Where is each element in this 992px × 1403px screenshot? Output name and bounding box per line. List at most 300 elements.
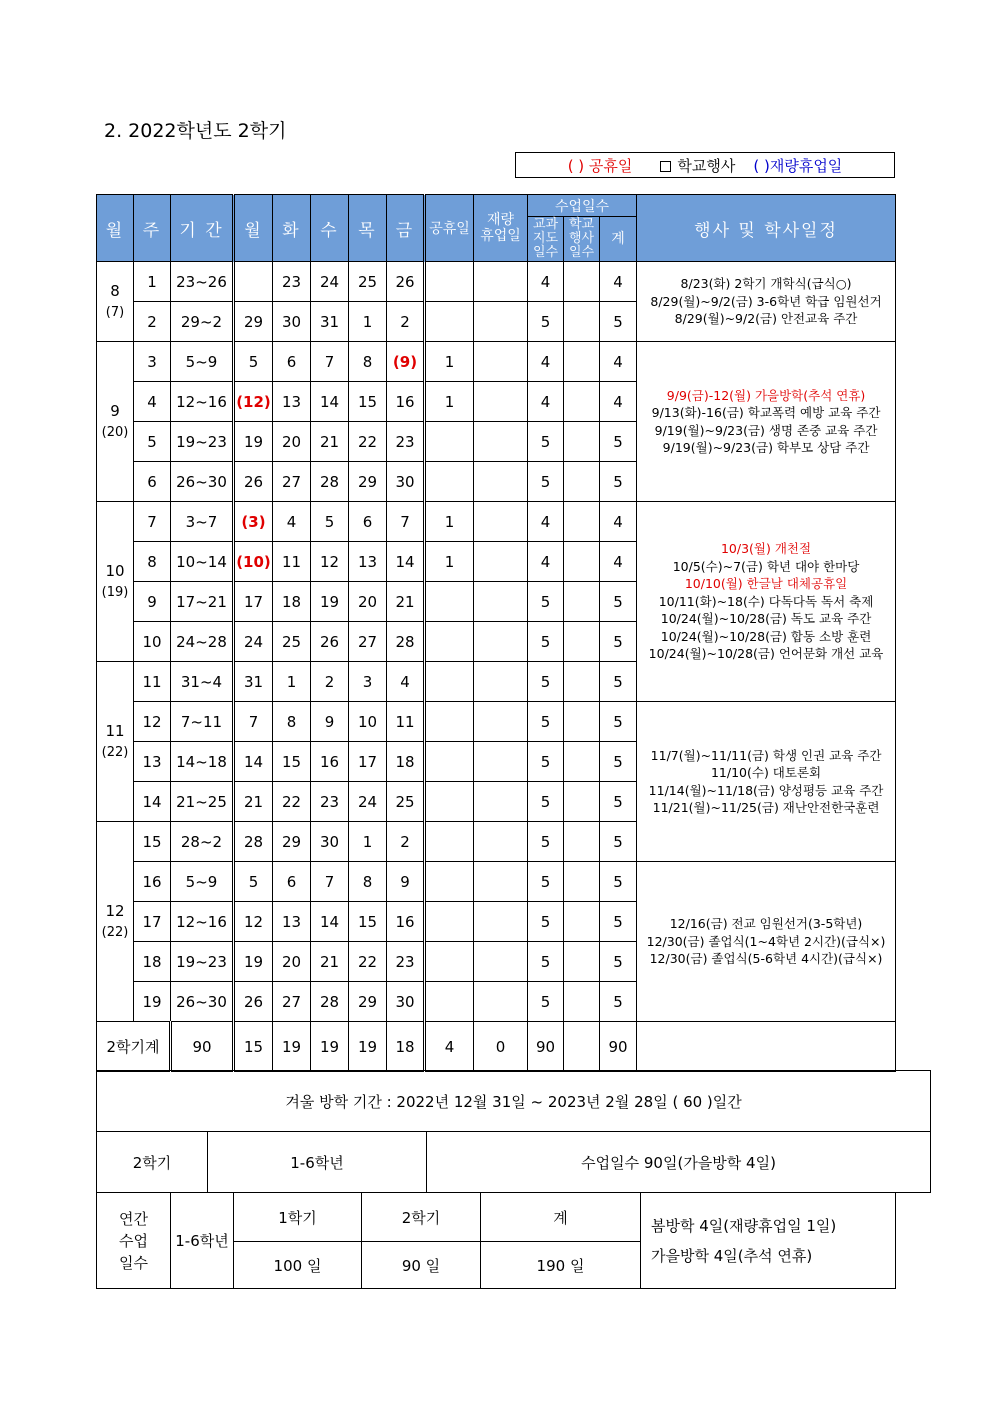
total-event xyxy=(564,1022,600,1072)
month-cell xyxy=(97,342,134,502)
week-cell: 7 xyxy=(134,502,171,542)
total-row xyxy=(97,1022,896,1072)
wed-cell: 19 xyxy=(311,582,349,622)
col-week: 주 xyxy=(134,195,171,262)
discretionary-cell xyxy=(474,702,528,742)
total-cell: 4 xyxy=(600,262,637,302)
annual-total: 190 일 xyxy=(481,1242,641,1289)
mon-cell: 14 xyxy=(234,742,273,782)
mon-cell: 12 xyxy=(234,902,273,942)
tue-cell: 1 xyxy=(273,662,311,702)
wed-cell: 28 xyxy=(311,982,349,1022)
event-item: 10/3(월) 개천절 xyxy=(720,541,812,557)
thu-cell: 6 xyxy=(349,502,387,542)
period-cell: 12~16 xyxy=(171,382,234,422)
mon-cell: 19 xyxy=(234,422,273,462)
events-cell xyxy=(637,502,896,702)
period-cell: 5~9 xyxy=(171,862,234,902)
total-label: 2학기계 xyxy=(97,1022,171,1072)
period-cell: 19~23 xyxy=(171,942,234,982)
thu-cell: 8 xyxy=(349,862,387,902)
event-item: 11/14(월)~11/18(금) 양성평등 교육 주간 xyxy=(648,782,884,798)
subject-days-cell: 5 xyxy=(528,582,564,622)
wed-cell: 2 xyxy=(311,662,349,702)
col-fri: 금 xyxy=(387,195,425,262)
total-cell: 5 xyxy=(600,662,637,702)
event-days-cell xyxy=(564,942,600,982)
event-item: 12/16(금) 전교 임원선거(3-5학년) xyxy=(669,916,863,932)
wed-cell: 30 xyxy=(311,822,349,862)
total-discretionary: 0 xyxy=(474,1022,528,1072)
period-cell: 3~7 xyxy=(171,502,234,542)
event-days-cell xyxy=(564,822,600,862)
fri-cell: 23 xyxy=(387,942,425,982)
event-item: 8/29(월)~9/2(금) 안전교육 주간 xyxy=(674,311,858,327)
events-cell xyxy=(637,862,896,1022)
discretionary-cell xyxy=(474,902,528,942)
annual-sem2: 90 일 xyxy=(362,1242,481,1289)
holiday-count-cell xyxy=(425,262,474,302)
fri-cell: 9 xyxy=(387,862,425,902)
holiday-count-cell xyxy=(425,902,474,942)
tue-cell: 23 xyxy=(273,262,311,302)
wed-cell: 21 xyxy=(311,942,349,982)
events-cell xyxy=(637,702,896,862)
annual-sem1-label: 1학기 xyxy=(234,1193,362,1242)
fri-cell: (9) xyxy=(387,342,425,382)
total-tue: 19 xyxy=(273,1022,311,1072)
mon-cell: (12) xyxy=(234,382,273,422)
wed-cell: 16 xyxy=(311,742,349,782)
col-subject-days: 교과 지도 일수 xyxy=(528,217,564,262)
month-number: 12 xyxy=(105,901,125,920)
total-cell: 5 xyxy=(600,982,637,1022)
period-cell: 31~4 xyxy=(171,662,234,702)
mon-cell: 5 xyxy=(234,342,273,382)
week-cell: 6 xyxy=(134,462,171,502)
total-cell: 5 xyxy=(600,862,637,902)
holiday-count-cell xyxy=(425,942,474,982)
week-cell: 14 xyxy=(134,782,171,822)
total-holiday: 4 xyxy=(425,1022,474,1072)
week-cell: 4 xyxy=(134,382,171,422)
event-item: 11/7(월)~11/11(금) 학생 인권 교육 주간 xyxy=(650,747,882,763)
month-number: 10 xyxy=(105,561,125,580)
subject-days-cell: 5 xyxy=(528,302,564,342)
mon-cell: 19 xyxy=(234,942,273,982)
total-cell: 5 xyxy=(600,582,637,622)
event-item: 10/10(월) 한글날 대체공휴일 xyxy=(684,576,848,592)
fri-cell: 16 xyxy=(387,382,425,422)
annual-sem1: 100 일 xyxy=(234,1242,362,1289)
subject-days-cell: 4 xyxy=(528,542,564,582)
annual-label: 연간 수업 일수 xyxy=(97,1193,171,1289)
annual-table xyxy=(96,1192,896,1289)
subject-days-cell: 5 xyxy=(528,902,564,942)
week-cell: 9 xyxy=(134,582,171,622)
event-days-cell xyxy=(564,382,600,422)
col-month: 월 xyxy=(97,195,134,262)
legend-discretionary: ( )재량휴업일 xyxy=(753,156,843,175)
discretionary-cell xyxy=(474,582,528,622)
summary-table xyxy=(96,1070,931,1193)
thu-cell: 15 xyxy=(349,902,387,942)
week-cell: 13 xyxy=(134,742,171,782)
week-cell: 15 xyxy=(134,822,171,862)
col-event-days: 학교 행사 일수 xyxy=(564,217,600,262)
total-cell: 4 xyxy=(600,382,637,422)
tue-cell: 20 xyxy=(273,942,311,982)
event-item: 11/10(수) 대토론회 xyxy=(710,765,822,780)
mon-cell: 17 xyxy=(234,582,273,622)
col-public-holiday: 공휴일 xyxy=(425,195,474,262)
legend-event: 학교행사 xyxy=(660,155,735,176)
annual-notes xyxy=(641,1193,896,1289)
period-cell: 14~18 xyxy=(171,742,234,782)
event-days-cell xyxy=(564,782,600,822)
thu-cell: 15 xyxy=(349,382,387,422)
mon-cell: 24 xyxy=(234,622,273,662)
thu-cell: 3 xyxy=(349,662,387,702)
total-cell: 5 xyxy=(600,422,637,462)
annual-total-label: 계 xyxy=(481,1193,641,1242)
month-days: (19) xyxy=(101,584,129,600)
thu-cell: 22 xyxy=(349,942,387,982)
period-cell: 5~9 xyxy=(171,342,234,382)
schedule-table xyxy=(96,194,896,1072)
discretionary-cell xyxy=(474,822,528,862)
event-days-cell xyxy=(564,902,600,942)
wed-cell: 7 xyxy=(311,862,349,902)
period-cell: 24~28 xyxy=(171,622,234,662)
table-row xyxy=(97,502,896,542)
holiday-count-cell xyxy=(425,622,474,662)
tue-cell: 13 xyxy=(273,382,311,422)
col-wed: 수 xyxy=(311,195,349,262)
discretionary-cell xyxy=(474,542,528,582)
total-cell: 4 xyxy=(600,502,637,542)
fri-cell: 14 xyxy=(387,542,425,582)
mon-cell: 26 xyxy=(234,982,273,1022)
total-cell: 5 xyxy=(600,302,637,342)
tue-cell: 27 xyxy=(273,462,311,502)
holiday-count-cell xyxy=(425,462,474,502)
fri-cell: 11 xyxy=(387,702,425,742)
week-cell: 17 xyxy=(134,902,171,942)
fri-cell: 7 xyxy=(387,502,425,542)
wed-cell: 9 xyxy=(311,702,349,742)
week-cell: 11 xyxy=(134,662,171,702)
period-cell: 28~2 xyxy=(171,822,234,862)
subject-days-cell: 4 xyxy=(528,382,564,422)
mon-cell: 21 xyxy=(234,782,273,822)
mon-cell: 5 xyxy=(234,862,273,902)
month-days: (22) xyxy=(101,744,129,760)
fri-cell: 18 xyxy=(387,742,425,782)
event-item: 9/9(금)-12(월) 가을방학(추석 연휴) xyxy=(666,387,866,403)
tue-cell: 6 xyxy=(273,342,311,382)
mon-cell: 26 xyxy=(234,462,273,502)
fri-cell: 30 xyxy=(387,982,425,1022)
event-item: 10/11(화)~18(수) 다독다독 독서 축제 xyxy=(658,593,874,609)
subject-days-cell: 5 xyxy=(528,942,564,982)
event-days-cell xyxy=(564,262,600,302)
square-icon xyxy=(660,161,671,172)
total-cell: 4 xyxy=(600,342,637,382)
col-thu: 목 xyxy=(349,195,387,262)
discretionary-cell xyxy=(474,302,528,342)
holiday-count-cell: 1 xyxy=(425,502,474,542)
thu-cell: 8 xyxy=(349,342,387,382)
event-days-cell xyxy=(564,622,600,662)
total-cell: 5 xyxy=(600,622,637,662)
wed-cell: 26 xyxy=(311,622,349,662)
wed-cell: 5 xyxy=(311,502,349,542)
period-cell: 26~30 xyxy=(171,982,234,1022)
subject-days-cell: 5 xyxy=(528,702,564,742)
tue-cell: 15 xyxy=(273,742,311,782)
total-cell: 5 xyxy=(600,462,637,502)
total-sum: 90 xyxy=(600,1022,637,1072)
subject-days-cell: 5 xyxy=(528,822,564,862)
holiday-count-cell xyxy=(425,742,474,782)
thu-cell: 1 xyxy=(349,302,387,342)
subject-days-cell: 4 xyxy=(528,342,564,382)
event-item: 12/30(금) 졸업식(1~4학년 2시간)(급식×) xyxy=(646,933,886,949)
tue-cell: 29 xyxy=(273,822,311,862)
event-item: 10/5(수)~7(금) 학년 대야 한마당 xyxy=(672,558,860,574)
annual-note-1: 봄방학 4일(재량휴업일 1일) xyxy=(651,1216,837,1235)
event-item: 9/19(월)~9/23(금) 생명 존중 교육 주간 xyxy=(654,422,878,438)
wed-cell: 14 xyxy=(311,382,349,422)
event-days-cell xyxy=(564,422,600,462)
holiday-count-cell: 1 xyxy=(425,342,474,382)
wed-cell: 14 xyxy=(311,902,349,942)
mon-cell: 28 xyxy=(234,822,273,862)
subject-days-cell: 5 xyxy=(528,422,564,462)
subject-days-cell: 5 xyxy=(528,622,564,662)
holiday-count-cell xyxy=(425,582,474,622)
week-cell: 12 xyxy=(134,702,171,742)
period-cell: 19~23 xyxy=(171,422,234,462)
discretionary-cell xyxy=(474,262,528,302)
total-mon: 15 xyxy=(234,1022,273,1072)
event-days-cell xyxy=(564,862,600,902)
wed-cell: 24 xyxy=(311,262,349,302)
event-item: 11/21(월)~11/25(금) 재난안전한국훈련 xyxy=(652,800,880,815)
period-cell: 17~21 xyxy=(171,582,234,622)
total-cell: 5 xyxy=(600,702,637,742)
discretionary-cell xyxy=(474,622,528,662)
tue-cell: 13 xyxy=(273,902,311,942)
total-thu: 19 xyxy=(349,1022,387,1072)
week-cell: 2 xyxy=(134,302,171,342)
period-cell: 21~25 xyxy=(171,782,234,822)
event-item: 8/23(화) 2학기 개학식(급식○) xyxy=(680,276,852,292)
annual-note-2: 가을방학 4일(추석 연휴) xyxy=(651,1246,813,1265)
week-cell: 19 xyxy=(134,982,171,1022)
wed-cell: 28 xyxy=(311,462,349,502)
tue-cell: 25 xyxy=(273,622,311,662)
event-item: 9/19(월)~9/23(금) 학부모 상담 주간 xyxy=(662,440,870,455)
thu-cell: 24 xyxy=(349,782,387,822)
month-cell xyxy=(97,662,134,822)
event-days-cell xyxy=(564,702,600,742)
event-days-cell xyxy=(564,302,600,342)
thu-cell: 10 xyxy=(349,702,387,742)
month-cell xyxy=(97,262,134,342)
thu-cell: 13 xyxy=(349,542,387,582)
total-cell: 5 xyxy=(600,742,637,782)
tue-cell: 18 xyxy=(273,582,311,622)
period-cell: 26~30 xyxy=(171,462,234,502)
week-cell: 3 xyxy=(134,342,171,382)
month-days: (7) xyxy=(105,304,125,320)
thu-cell: 25 xyxy=(349,262,387,302)
total-cell: 4 xyxy=(600,542,637,582)
total-cell: 5 xyxy=(600,942,637,982)
thu-cell: 1 xyxy=(349,822,387,862)
table-row xyxy=(97,862,896,902)
subject-days-cell: 5 xyxy=(528,782,564,822)
fri-cell: 25 xyxy=(387,782,425,822)
fri-cell: 2 xyxy=(387,302,425,342)
period-cell: 23~26 xyxy=(171,262,234,302)
period-cell: 29~2 xyxy=(171,302,234,342)
total-cell: 5 xyxy=(600,782,637,822)
wed-cell: 21 xyxy=(311,422,349,462)
mon-cell: 31 xyxy=(234,662,273,702)
tue-cell: 27 xyxy=(273,982,311,1022)
event-days-cell xyxy=(564,982,600,1022)
semester-label: 2학기 xyxy=(97,1132,208,1193)
total-period: 90 xyxy=(171,1022,234,1072)
holiday-count-cell xyxy=(425,302,474,342)
col-class-days: 수업일수 xyxy=(528,195,637,217)
wed-cell: 7 xyxy=(311,342,349,382)
month-days: (22) xyxy=(101,924,129,940)
holiday-count-cell xyxy=(425,662,474,702)
fri-cell: 21 xyxy=(387,582,425,622)
events-cell xyxy=(637,262,896,342)
event-item: 10/24(월)~10/28(금) 독도 교육 주간 xyxy=(660,611,872,627)
table-row xyxy=(97,702,896,742)
col-mon: 월 xyxy=(234,195,273,262)
mon-cell: (3) xyxy=(234,502,273,542)
event-item: 8/29(월)~9/2(금) 3-6학년 학급 임원선거 xyxy=(650,293,882,309)
fri-cell: 4 xyxy=(387,662,425,702)
event-item: 9/13(화)-16(금) 학교폭력 예방 교육 주간 xyxy=(651,405,881,420)
fri-cell: 23 xyxy=(387,422,425,462)
mon-cell: (10) xyxy=(234,542,273,582)
subject-days-cell: 5 xyxy=(528,862,564,902)
holiday-count-cell xyxy=(425,982,474,1022)
subject-days-cell: 5 xyxy=(528,462,564,502)
thu-cell: 20 xyxy=(349,582,387,622)
holiday-count-cell xyxy=(425,782,474,822)
period-cell: 7~11 xyxy=(171,702,234,742)
total-subject: 90 xyxy=(528,1022,564,1072)
holiday-count-cell xyxy=(425,862,474,902)
discretionary-cell xyxy=(474,382,528,422)
event-item: 10/24(월)~10/28(금) 언어문화 개선 교육 xyxy=(648,646,884,662)
annual-grades: 1-6학년 xyxy=(171,1193,234,1289)
week-cell: 1 xyxy=(134,262,171,302)
discretionary-cell xyxy=(474,342,528,382)
thu-cell: 29 xyxy=(349,462,387,502)
week-cell: 8 xyxy=(134,542,171,582)
col-events: 행사 및 학사일정 xyxy=(637,195,896,262)
tue-cell: 4 xyxy=(273,502,311,542)
total-wed: 19 xyxy=(311,1022,349,1072)
holiday-count-cell: 1 xyxy=(425,382,474,422)
legend xyxy=(515,152,895,178)
wed-cell: 12 xyxy=(311,542,349,582)
month-number: 8 xyxy=(110,281,120,300)
mon-cell: 7 xyxy=(234,702,273,742)
event-days-cell xyxy=(564,462,600,502)
period-cell: 10~14 xyxy=(171,542,234,582)
month-cell xyxy=(97,822,134,1022)
subject-days-cell: 4 xyxy=(528,502,564,542)
page-title: 2. 2022학년도 2학기 xyxy=(104,120,287,142)
col-discretionary: 재량 휴업일 xyxy=(474,195,528,262)
event-days-cell xyxy=(564,662,600,702)
discretionary-cell xyxy=(474,982,528,1022)
subject-days-cell: 5 xyxy=(528,982,564,1022)
month-number: 9 xyxy=(110,401,120,420)
discretionary-cell xyxy=(474,862,528,902)
event-days-cell xyxy=(564,502,600,542)
week-cell: 16 xyxy=(134,862,171,902)
total-events-empty xyxy=(637,1022,896,1072)
mon-cell: 29 xyxy=(234,302,273,342)
fri-cell: 28 xyxy=(387,622,425,662)
events-cell xyxy=(637,342,896,502)
month-number: 11 xyxy=(105,721,125,740)
event-days-cell xyxy=(564,742,600,782)
subject-days-cell: 4 xyxy=(528,262,564,302)
holiday-count-cell: 1 xyxy=(425,542,474,582)
col-tue: 화 xyxy=(273,195,311,262)
week-cell: 18 xyxy=(134,942,171,982)
event-days-cell xyxy=(564,342,600,382)
discretionary-cell xyxy=(474,662,528,702)
event-days-cell xyxy=(564,542,600,582)
discretionary-cell xyxy=(474,462,528,502)
subject-days-cell: 5 xyxy=(528,662,564,702)
holiday-count-cell xyxy=(425,822,474,862)
wed-cell: 23 xyxy=(311,782,349,822)
table-row xyxy=(97,262,896,302)
fri-cell: 16 xyxy=(387,902,425,942)
event-days-cell xyxy=(564,582,600,622)
discretionary-cell xyxy=(474,942,528,982)
subject-days-cell: 5 xyxy=(528,742,564,782)
thu-cell: 22 xyxy=(349,422,387,462)
fri-cell: 26 xyxy=(387,262,425,302)
col-period: 기 간 xyxy=(171,195,234,262)
tue-cell: 20 xyxy=(273,422,311,462)
annual-sem2-label: 2학기 xyxy=(362,1193,481,1242)
discretionary-cell xyxy=(474,782,528,822)
week-cell: 10 xyxy=(134,622,171,662)
semester-grades: 1-6학년 xyxy=(208,1132,427,1193)
tue-cell: 22 xyxy=(273,782,311,822)
holiday-count-cell xyxy=(425,422,474,462)
fri-cell: 30 xyxy=(387,462,425,502)
total-cell: 5 xyxy=(600,822,637,862)
